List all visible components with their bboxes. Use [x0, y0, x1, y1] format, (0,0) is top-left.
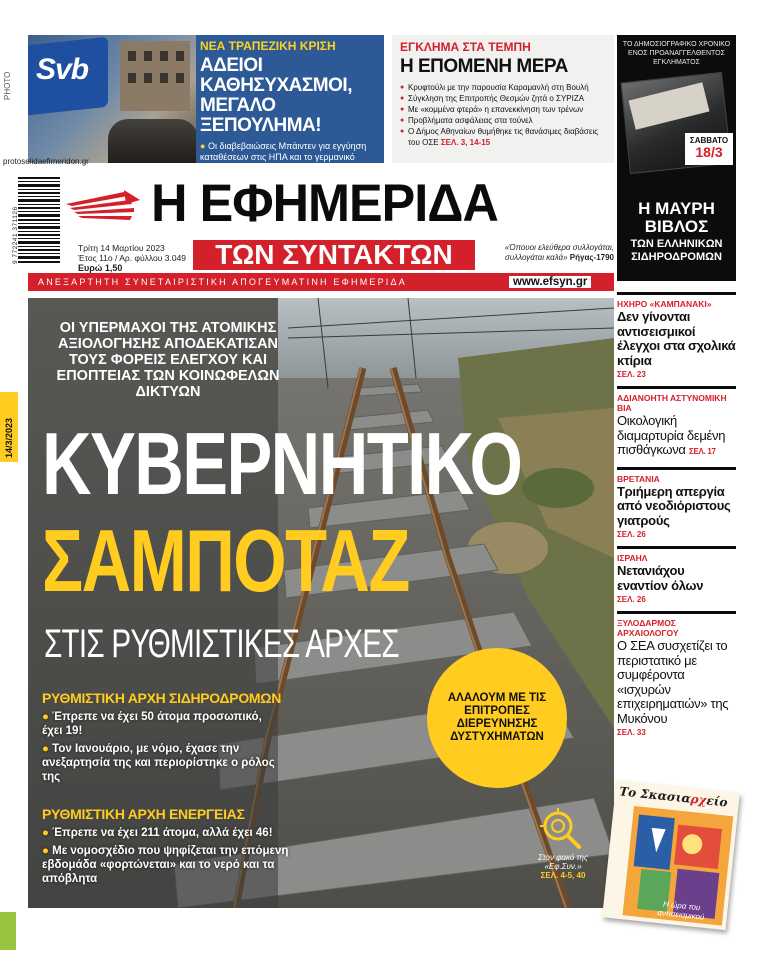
list-item: ● Με «κομμένα φτερά» η επανεκκίνηση των τρένων	[400, 104, 606, 115]
right-news-kicker: ΒΡΕΤΑΝΙΑ	[617, 473, 660, 484]
right-news-kicker: ΙΣΡΑΗΛ	[617, 553, 648, 563]
book-promo-top-text: ΤΟ ΔΗΜΟΣΙΟΓΡΑΦΙΚΟ ΧΡΟΝΙΚΟ ΕΝΟΣ ΠΡΟΑΝΑΓΓΕΛΘΕΝΤΟΣ ΕΓΚΛΗΜΑΤΟΣ	[622, 41, 731, 66]
skasiarxeio-caption: Η ώρα του αντισεισμικού	[656, 899, 705, 922]
svb-headline: ΑΔΕΙΟΙ ΚΑΘΗΣΥΧΑΣΜΟΙ, ΜΕΓΑΛΟ ΞΕΠΟΥΛΗΜΑ!	[200, 55, 352, 136]
book-title-main: Η ΜΑΥΡΗ ΒΙΒΛΟΣ	[638, 199, 715, 236]
right-news-page: ΣΕΛ. 26	[617, 595, 646, 604]
right-news-page: ΣΕΛ. 23	[617, 370, 646, 379]
main-headline-line-1: ΚΥΒΕΡΝΗΤΙΚΟ	[42, 414, 522, 513]
list-item-text: Έπρεπε να έχει 50 άτομα προσωπικό, έχει 19!	[42, 711, 262, 737]
right-news-headline	[617, 414, 736, 460]
badge-text: ΑΛΑΛΟΥΜ ΜΕ ΤΙΣ ΕΠΙΤΡΟΠΕΣ ΔΙΕΡΕΥΝΗΣΗΣ ΔΥΣΤΥΧΗΜΑΤΩΝ	[447, 692, 547, 743]
right-news-item[interactable]	[617, 292, 736, 379]
bullet-dot-icon: ●	[42, 711, 53, 723]
right-news-item[interactable]	[617, 386, 736, 460]
right-news-item[interactable]	[617, 467, 736, 540]
right-news-headline: Ο ΣΕΑ συσχετίζει το περιστατικό με συμφέροντα «ισχυρών επιχειρηματιών» της Μυκόνου	[617, 638, 729, 726]
website-link[interactable]: www.efsyn.gr	[509, 276, 591, 288]
skasiarxeio-paper	[602, 780, 740, 930]
right-news-column	[617, 292, 736, 744]
list-item: ● Προβλήματα ασφάλειας στα τούνελ	[400, 115, 606, 126]
right-news-page: ΣΕΛ. 17	[688, 447, 716, 456]
book-date-day: ΣΑΒΒΑΤΟ	[689, 136, 729, 145]
book-title-block	[617, 200, 736, 264]
svb-logo: Svb	[36, 53, 89, 86]
focus-page-ref: ΣΕΛ. 4-5, 40	[540, 871, 586, 880]
main-headline-line-2: ΣΑΜΠΟΤΑΖ	[42, 511, 409, 610]
list-item: ● Σύγκληση της Επιτροπής Θεσμών ζητά ο ΣΥΡΙΖΑ	[400, 93, 606, 104]
masthead-title: Η ΕΦΗΜΕΡΙΔΑ	[151, 174, 498, 233]
green-side-tab	[0, 912, 16, 950]
right-news-kicker: ΞΥΛΟΔΑΡΜΟΣ ΑΡΧΑΙΟΛΟΓΟΥ	[617, 618, 679, 638]
rail-authority-section	[42, 690, 282, 784]
tempi-kicker: ΕΓΚΛΗΜΑ ΣΤΑ ΤΕΜΠΗ	[400, 40, 531, 54]
main-headline-line-3: ΣΤΙΣ ΡΥΘΜΙΣΤΙΚΕΣ ΑΡΧΕΣ	[44, 622, 399, 666]
tempi-bullet-list	[400, 82, 606, 148]
issue-date: Τρίτη 14 Μαρτίου 2023	[78, 243, 165, 253]
motto	[484, 243, 614, 263]
book-title-sub: ΤΩΝ ΕΛΛΗΝΙΚΩΝ ΣΙΔΗΡΟΔΡΟΜΩΝ	[630, 238, 723, 263]
svb-building	[120, 41, 190, 111]
list-item-text: Τον Ιανουάριο, με νόμο, έχασε την ανεξαρτησία της και περιορίστηκε ο ρόλος της	[42, 743, 275, 783]
svb-body-text: Οι διαβεβαιώσεις Μπάιντεν για εγγύηση καταθέσεων στις ΗΠΑ και το γερμανικό	[200, 141, 367, 162]
svb-photo	[28, 35, 196, 163]
bullet-dot-icon: ●	[42, 845, 53, 857]
list-item: ● Κρυφτούλι με την παρουσία Καραμανλή στη Βουλή	[400, 82, 606, 93]
main-intro-text: ΟΙ ΥΠΕΡΜΑΧΟΙ ΤΗΣ ΑΤΟΜΙΚΗΣ ΑΞΙΟΛΟΓΗΣΗΣ ΑΠΟΔΕΚΑΤΙΣΑΝ ΤΟΥΣ ΦΟΡΕΙΣ ΕΛΕΓΧΟΥ ΚΑΙ ΕΠΟΠΤΕΙΑΣ ΤΩΝ ΚΟΙΝΩΦΕΛΩΝ ΔΙΚΤΥΩΝ	[56, 320, 280, 400]
issue-info	[78, 243, 186, 273]
list-item	[400, 126, 606, 148]
issue-number: Έτος 11ο / Αρ. φύλλου 3.049	[78, 253, 187, 263]
masthead-subtitle: ΤΩΝ ΣΥΝΤΑΚΤΩΝ	[193, 240, 475, 270]
skasiarxeio-insert[interactable]	[601, 778, 741, 930]
bullet-dot-icon: ●	[200, 141, 208, 151]
rail-section-title: ΡΥΘΜΙΣΤΙΚΗ ΑΡΧΗ ΣΙΔΗΡΟΔΡΟΜΩΝ	[42, 690, 282, 706]
tagline: ΑΝΕΞΑΡΤΗΤΗ ΣΥΝΕΤΑΙΡΙΣΤΙΚΗ ΑΠΟΓΕΥΜΑΤΙΝΗ ΕΦΗΜΕΡΙΔΑ	[38, 277, 407, 287]
svb-crowd	[108, 119, 196, 163]
book-date-number: 18/3	[695, 144, 723, 160]
bullet-dot-icon: ●	[42, 743, 53, 755]
list-item-text: Έπρεπε να έχει 211 άτομα, αλλά έχει 46!	[52, 827, 273, 839]
list-item	[42, 826, 302, 840]
list-item-text: Ο Δήμος Αθηναίων θυμήθηκε τις θανάσιμες διαβάσεις του ΟΣΕ	[408, 127, 599, 147]
motto-author: Ρήγας-1790	[569, 253, 614, 262]
list-item-text: Με νομοσχέδιο που ψηφίζεται την επόμενη εβδομάδα «φορτώνεται» και το νερό και τα απόβλητα	[42, 845, 289, 885]
promo-svb-banking-crisis[interactable]	[28, 35, 384, 163]
list-item	[42, 844, 302, 886]
barcode-digits: 9 772241 371126	[12, 206, 19, 264]
promo-tempi-crime[interactable]	[392, 35, 614, 163]
right-news-headline: Νετανιάχου εναντίον όλων	[617, 563, 704, 593]
list-item	[42, 710, 282, 738]
skasiarxeio-title-part: είο	[705, 793, 729, 810]
motto-text: «Όπουοι ελεύθερα συλλογάται, συλλογάται καλά»	[504, 243, 614, 262]
right-news-item[interactable]	[617, 546, 736, 604]
magnifier-focus-icon	[538, 806, 582, 850]
svb-body	[200, 141, 380, 163]
book-date-box	[685, 133, 733, 165]
date-side-tab-text: 14/3/2023	[4, 417, 14, 458]
right-news-item[interactable]	[617, 611, 736, 737]
right-news-kicker: ΑΔΙΑΝΟΗΤΗ ΑΣΤΥΝΟΜΙΚΗ ΒΙΑ	[617, 393, 727, 413]
energy-section-title: ΡΥΘΜΙΣΤΙΚΗ ΑΡΧΗ ΕΝΕΡΓΕΙΑΣ	[42, 806, 245, 822]
barcode-icon	[18, 177, 60, 265]
focus-caption	[528, 853, 598, 880]
skasiarxeio-title-part: Το Σκασια	[618, 784, 692, 806]
right-news-headline: Τριήμερη απεργία από νεοδιόριστους γιατρούς	[617, 483, 731, 528]
svb-text-block	[200, 39, 380, 163]
bullet-dot-icon: ●	[42, 827, 53, 839]
pen-nib-logo-icon	[64, 186, 142, 224]
svb-kicker: ΝΕΑ ΤΡΑΠΕΖΙΚΗ ΚΡΙΣΗ	[200, 39, 336, 53]
right-news-page: ΣΕΛ. 26	[617, 530, 646, 539]
list-item	[42, 742, 282, 784]
investigation-committees-badge[interactable]	[427, 648, 567, 788]
skasiarxeio-title-part: ρχ	[689, 791, 708, 808]
right-news-headline: Δεν γίνονται αντισεισμικοί έλεγχοι στα σχολικά κτίρια	[617, 309, 736, 368]
right-news-headline-text: Οικολογική διαμαρτυρία δεμένη πισθάγκωνα	[617, 413, 726, 457]
tempi-headline: Η ΕΠΟΜΕΝΗ ΜΕΡΑ	[400, 56, 568, 77]
site-watermark: protoselidaefimeridon.gr	[3, 157, 89, 166]
right-news-page: ΣΕΛ. 33	[617, 728, 646, 737]
tempi-page-ref: ΣΕΛ. 3, 14-15	[440, 138, 491, 147]
energy-authority-section	[42, 806, 302, 886]
focus-caption-text: Στον φακό της «Εφ.Συν.»	[538, 853, 588, 871]
right-news-kicker: ΗΧΗΡΟ «ΚΑΜΠΑΝΑΚΙ»	[617, 299, 712, 309]
black-book-promo[interactable]	[617, 35, 736, 281]
photo-credit-label: PHOTO	[3, 71, 12, 100]
issue-price: Ευρώ 1,50	[78, 263, 123, 273]
